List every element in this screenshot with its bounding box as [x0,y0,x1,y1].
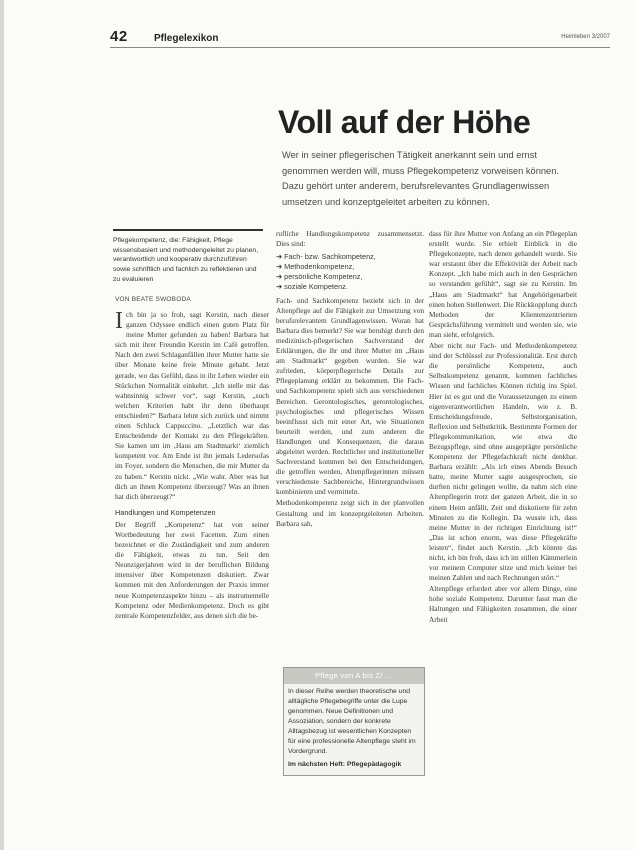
column-2 [276,229,424,530]
competence-list [276,252,424,292]
section-name: Pflegelexikon [154,33,219,44]
body-paragraph: Methodenkompetenz zeigt sich in der planvollen Gestaltung und im konzeptgeleiteten Arbeiten. Barbara sah, [276,498,424,528]
series-box-body [284,684,424,775]
body-paragraph: dass für ihre Mutter von Anfang an ein Pflegeplan erstellt wurde. Sie erhielt Einblick in die Pflegekonzepte, nach denen gehandelt wurde. Sie war erstaunt über die Effektivität der Arbeit nach Konzept. „Ich habe mich auch in den Gesprächen so verstanden gefühlt“, sagt sie zu Kerstin. Im „Haus am Stadtmarkt“ hat Angehörigenarbeit einen hohen Stellenwert. Die Rückkopplung durch Methoden der Klientenzentrierten Gesprächsführung vermittelt und werden sie, wie man sieht, erfolgreich. [429,229,577,339]
page-header [110,30,610,46]
intro-text: ch bin ja so froh, sagt Kerstin, nach dieser ganzen Odyssee endlich einen guten Platz für meine Mutter gefunden zu haben! Barbara hat sich mit ihrer Freundin Kerstin im Café getroffen. Nach den zwei Schlaganfällen ihrer Mutter hatte sie über Monate keine freie Minute gehabt. Jetzt gerade, wo das Gefühl, dass in ihr Leben wieder ein Stückchen Normalität einkehrt. „Ich stelle mir das wahnsinnig schwer vor“, sagt Kerstin, „such welchen Kriterien habt ihr denn überhaupt entschieden?“ Barbara lehnt sich zurück und nimmt einen Schluck Cappuccino. „Letztlich war das Entscheidende der Kontakt zu den Pflegekräften. Sie kamen um im ‚Haus am Stadtmarkt‘ ziemlich kompetent vor. Am Ende ist ihn jemals Ledersofas im Foyer, sondern die Menschen, die mir Mutter da zu haben.“ Kerstin nickt. „Wie wahr. Aber was hat dich an ihnen Kompetenz überzeugt? Was an ihnen hat dich überzeugt?“ [115,310,269,501]
article-lead: Wer in seiner pflegerischen Tätigkeit anerkannt sein und ernst genommen werden will, muss Pflegekompetenz vorweisen können. Dazu gehört unter anderem, berufsrelevantes Grundlagenwissen umsetzen und konzeptgeleitet arbeiten zu können. [282,150,559,207]
header-rule [110,47,610,48]
series-box-text: In dieser Reihe werden theoretische und alltägliche Pflegebegriffe unter die Lupe genommen. Neue Definitionen und Assoziation, sondern der konkrete Alltagsbezug ist wesentlichen Konzepten für eine professionelle Altenpflege steht im Vordergrund. [288,688,416,755]
next-issue-note: Im nächsten Heft: Pflegepädagogik [288,761,402,768]
series-info-box [283,667,425,776]
subheading: Handlungen und Kompetenzen [115,507,216,517]
list-item: ➜ soziale Kompetenz. [276,282,348,292]
definition-box: Pflegekompetenz, die: Fähigkeit, Pflege wissensbasiert und methodengeleitet zu planen, verantwortlich und kooperativ durchzuführen sowie schriftlich und fachlich zu reflektieren und zu evaluieren [113,229,263,285]
body-paragraph: Altenpflege erfordert aber vor allem Dinge, eine hohe soziale Kompetenz. Darunter fasst man die Haltungen und Fähigkeiten zusammen, die einer Arbeit [429,584,577,624]
scan-edge [0,0,4,850]
issue-label: Heimleben 3/2007 [561,34,610,40]
intro-paragraph [115,310,269,502]
article-title: Voll auf der Höhe [278,104,531,140]
list-item: ➜ Fach- bzw. Sachkompetenz, [276,252,376,262]
page-number: 42 [110,28,128,45]
body-paragraph: Fach- und Sachkompetenz bezieht sich in der Altenpflege auf die Fähigkeit zur Umsetzung von berufsrelevantem Grundlagenwissen. Woran hat Barbara dies bemerkt? Sie war beruhigt durch den medizinisch-pflegerischen Sachverstand der Erklärungen, die ihr und ihrer Mutter im „Haus am Stadtmarkt“ gegeben wurden. Sie war zufrieden, körperpflegerische Details zur Pflegeplanung erklärt zu bekommen. Die Fach- und Sachkompetenz spielt sich aus verschiedenen Bereichen. Gerontologisches, gerontologisches, psychologisches und pflegerisches Wissen beeinflusst sich mit einer Art, wie Situationen beurteilt werden, und zum anderen die Handlungen und Konsequenzen, die daraus abgeleitet werden. Rechtlicher und institutioneller Sachverstand kommen bei den Entscheidungen, die getroffen werden, Altenpflegerinnen müssen verschiedenste Sachbereiche, Hintergrundwissen kombinieren und vermitteln. [276,295,424,497]
body-paragraph: rufliche Handlungskompetenz zusammensetzt. Dies sind: [276,229,424,249]
list-item: ➜ persönliche Kompetenz, [276,272,363,282]
series-box-heading: Pflege von A bis Z/ … [284,668,424,684]
column-1 [115,310,269,622]
column-3 [429,229,577,626]
body-paragraph: Aber nicht nur Fach- und Methodenkompetenz sind der Schlüssel zur Professionalität. Erst durch die persönliche Kompetenz, auch Selbstkompetenz genannt, kommen fachliches Wissen und fachliches Können richtig ins Spiel. Hier ist es gut und die Voraussetzungen zu einem eigenverantwortlichen Handeln, wie z. B. Entscheidungsfreude, Selbstorganisation, Reflexion und Selbstkritik. Bestimmte Formen der Pflegekommunikation, wie etwa die Bezugspflege, sind ohne ausgeprägte persönliche Kompetenz der Pflegefachkraft nicht denkbar. Barbara erzählt: „Als ich eines Abends Besuch hatte, meine Mutter sagte ausgesprochen, sie durften nicht gelingen wollte, da nahm sich eine Altenpflegerin trotz der ganzen Arbeit, die in so einem Heim anfällt, Zeit und diskutierte für zehn Minuten zu die Kollegin. Da wusste ich, dass meine Mutter in der richtigen Einrichtung ist!“ „Das ist schon enorm, was diese Pflegekräfte leisten“, findet auch Kerstin. „Ich könnte das nicht, ich bin froh, dass ich im stillen Kämmerlein vor meinem Computer sitze und mich keiner bei meinen Zahlen und nach Rechnungen stört.“ [429,341,577,583]
author-byline: VON BEATE SWOBODA [115,296,191,303]
body-paragraph: Der Begriff „Kompetenz“ hat von seiner Wortbedeutung her zwei Facetten. Zum einen bezeichnet er die Zuständigkeit und zum anderen die Fähigkeit, etwas zu tun. Seit den Neunzigerjahren wird in der beruflichen Bildung intensiver über Kompetenzen diskutiert. Zwar kommen mit den Anforderungen der Praxis immer neue Kompetenzaspekte hinzu – als instrumentelle Kompetenz oder Medienkompetenz. Doch es gibt zentrale Kompetenzfelder, aus denen sich die be- [115,519,269,620]
drop-cap: I [115,308,123,334]
list-item: ➜ Methodenkompetenz, [276,262,355,272]
